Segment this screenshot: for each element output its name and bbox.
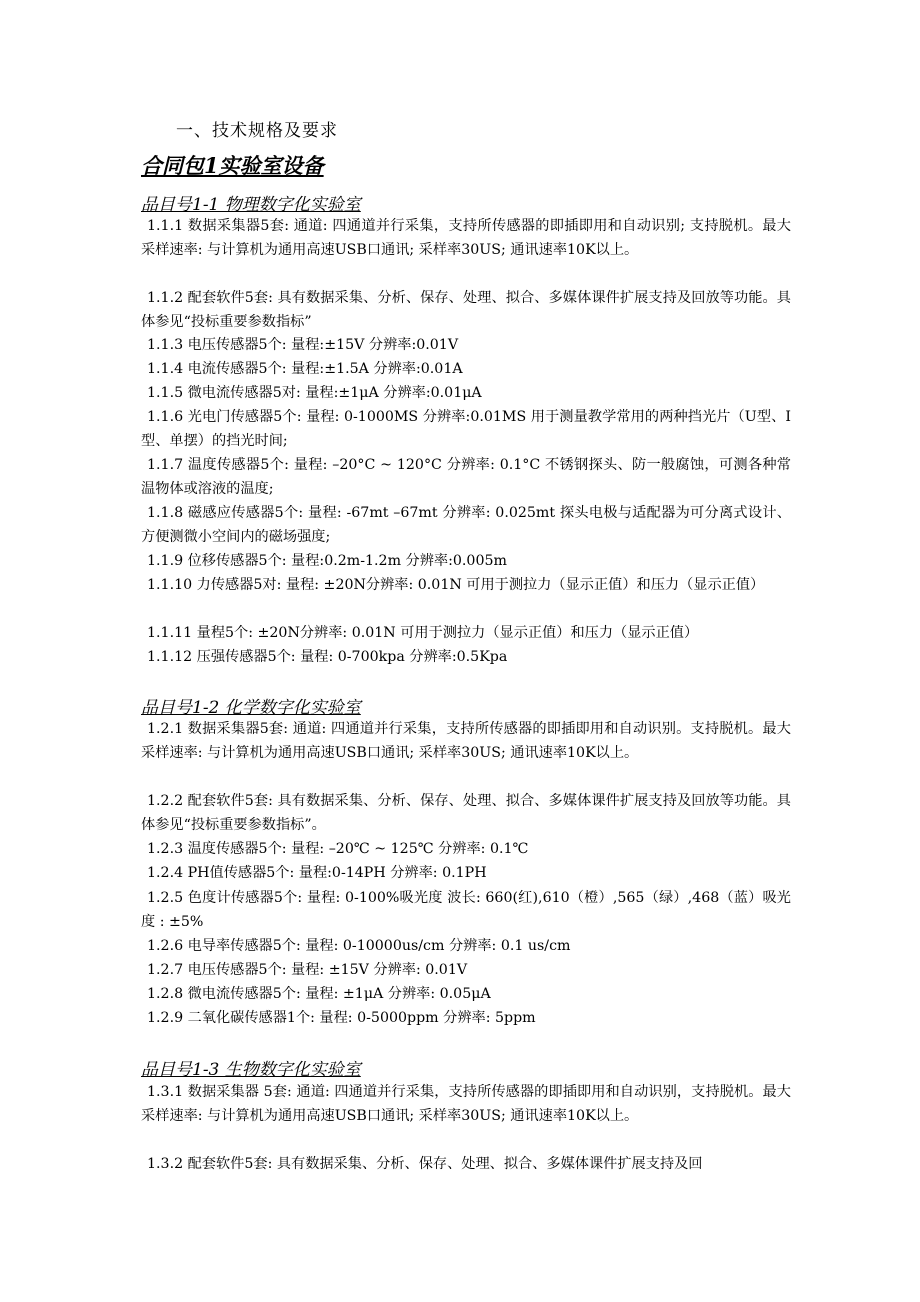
list-item: 1.2.3 温度传感器5个: 量程: –20℃ ~ 125℃ 分辨率: 0.1℃ <box>147 841 529 857</box>
list-item: 1.2.2 配套软件5套: 具有数据采集、分析、保存、处理、拟合、多媒体课件扩展支持及回放等功能。具体参见“投标重要参数指标”。 <box>141 793 791 834</box>
contract-package-title: 合同包1实验室设备 <box>141 153 324 178</box>
section-heading: 一、技术规格及要求 <box>176 121 338 141</box>
list-item: 1.2.5 色度计传感器5个: 量程: 0-100%吸光度 波长: 660(红),610（橙）,565（绿）,468（蓝）吸光度 : ±5% <box>141 890 791 931</box>
list-item: 1.3.1 数据采集器 5套: 通道: 四通道并行采集，支持所传感器的即插即用和自动识别，支持脱机。最大采样速率: 与计算机为通用高速USB口通讯; 采样率30US; 通讯速率10K以上。 <box>141 1084 791 1125</box>
section-title-chemistry: 品目号1-2 化学数字化实验室 <box>141 698 361 718</box>
list-item: 1.3.2 配套软件5套: 具有数据采集、分析、保存、处理、拟合、多媒体课件扩展支持及回 <box>147 1156 703 1172</box>
list-item: 1.1.5 微电流传感器5对: 量程:±1μA 分辨率:0.01μA <box>147 385 482 401</box>
list-item: 1.1.8 磁感应传感器5个: 量程: -67mt –67mt 分辨率: 0.025mt 探头电极与适配器为可分离式设计、方便测微小空间内的磁场强度; <box>141 505 791 546</box>
section-title-biology: 品目号1-3 生物数字化实验室 <box>141 1060 361 1080</box>
list-item: 1.2.6 电导率传感器5个: 量程: 0-10000us/cm 分辨率: 0.1 us/cm <box>147 938 571 954</box>
list-item: 1.1.12 压强传感器5个: 量程: 0-700kpa 分辨率:0.5Kpa <box>147 649 508 665</box>
list-item: 1.2.7 电压传感器5个: 量程: ±15V 分辨率: 0.01V <box>147 962 468 978</box>
list-item: 1.1.2 配套软件5套: 具有数据采集、分析、保存、处理、拟合、多媒体课件扩展支持及回放等功能。具体参见“投标重要参数指标” <box>141 290 791 331</box>
list-item: 1.1.4 电流传感器5个: 量程:±1.5A 分辨率:0.01A <box>147 361 463 377</box>
list-item: 1.1.7 温度传感器5个: 量程: –20°C ~ 120°C 分辨率: 0.1°C 不锈钢探头、防一般腐蚀，可测各种常温物体或溶液的温度; <box>141 457 791 498</box>
list-item: 1.2.9 二氧化碳传感器1个: 量程: 0-5000ppm 分辨率: 5ppm <box>147 1010 536 1026</box>
list-item: 1.1.11 量程5个: ±20N分辨率: 0.01N 可用于测拉力（显示正值）和压力（显示正值） <box>147 625 699 641</box>
list-item: 1.1.10 力传感器5对: 量程: ±20N分辨率: 0.01N 可用于测拉力（显示正值）和压力（显示正值） <box>147 577 765 593</box>
list-item: 1.1.1 数据采集器5套: 通道: 四通道并行采集，支持所传感器的即插即用和自动识别; 支持脱机。最大采样速率: 与计算机为通用高速USB口通讯; 采样率30US; 通讯速率10K以上。 <box>141 218 791 259</box>
list-item: 1.1.6 光电门传感器5个: 量程: 0-1000MS 分辨率:0.01MS 用于测量教学常用的两种挡光片（U型、I型、单摆）的挡光时间; <box>141 409 791 450</box>
section-title-physics: 品目号1-1 物理数字化实验室 <box>141 195 361 215</box>
list-item: 1.1.3 电压传感器5个: 量程:±15V 分辨率:0.01V <box>147 337 459 353</box>
list-item: 1.2.8 微电流传感器5个: 量程: ±1μA 分辨率: 0.05μA <box>147 986 491 1002</box>
list-item: 1.1.9 位移传感器5个: 量程:0.2m-1.2m 分辨率:0.005m <box>147 553 507 569</box>
list-item: 1.2.4 PH值传感器5个: 量程:0-14PH 分辨率: 0.1PH <box>147 865 487 881</box>
list-item: 1.2.1 数据采集器5套: 通道: 四通道并行采集，支持所传感器的即插即用和自动识别。支持脱机。最大采样速率: 与计算机为通用高速USB口通讯; 采样率30US; 通讯速率10K以上。 <box>141 721 791 762</box>
